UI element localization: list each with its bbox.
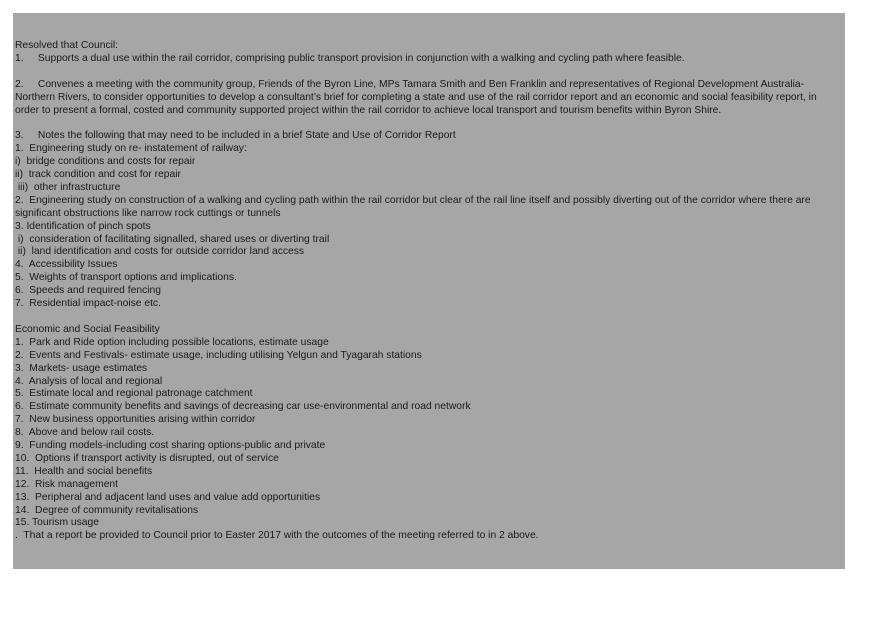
spacer xyxy=(15,311,835,324)
corridor-list-item: iii) other infrastructure xyxy=(15,181,121,193)
corridor-list-item: 1. Engineering study on re- instatement of railway: xyxy=(15,143,247,155)
corridor-list-item: i) bridge conditions and costs for repair xyxy=(15,156,196,168)
resolution-item-1: 1. Supports a dual use within the rail corridor, comprising public transport provision in conjunction with a walking and cycling path where feasible. xyxy=(15,52,685,64)
corridor-list-item: 5. Weights of transport options and implications. xyxy=(15,272,237,284)
corridor-list-item: 2. Engineering study on construction of a walking and cycling path within the rail corridor but clear of the rail line itself and possibly diverting out of the corridor where there are significant obstructions like narrow rock cuttings or tunnels xyxy=(15,194,814,219)
corridor-list-item: 6. Speeds and required fencing xyxy=(15,285,161,297)
document-panel xyxy=(13,13,845,569)
economic-list-item: 2. Events and Festivals- estimate usage, including utilising Yelgun and Tyagarah stations xyxy=(15,349,422,361)
resolution-item-3: 3. Notes the following that may need to be included in a brief State and Use of Corridor Report xyxy=(15,130,456,142)
resolution-item-2: 2. Convenes a meeting with the community group, Friends of the Byron Line, MPs Tamara Smith and Ben Franklin and representatives of Regional Development Australia- Northern Rivers, to consider opportunities to develop a consultant’s brief for completing a state and use of the rail corridor report and an economic and social feasibility report, in order to present a formal, costed and community supported project within the rail corridor to achieve local transport and tourism benefits within Byron Shire. xyxy=(15,78,820,116)
corridor-list-item: 7. Residential impact-noise etc. xyxy=(15,298,161,310)
corridor-list-item: ii) land identification and costs for outside corridor land access xyxy=(15,246,305,258)
corridor-list-item: ii) track condition and cost for repair xyxy=(15,169,181,181)
economic-list-item: 9. Funding models-including cost sharing options-public and private xyxy=(15,440,326,452)
economic-list-item: 12. Risk management xyxy=(15,478,119,490)
corridor-list-item: 3. Identification of pinch spots xyxy=(15,220,151,232)
economic-list-item: 7. New business opportunities arising within corridor xyxy=(15,414,256,426)
corridor-list-item: i) consideration of facilitating signalled, shared uses or diverting trail xyxy=(15,233,330,245)
resolved-heading: Resolved that Council: xyxy=(15,40,119,51)
economic-heading: Economic and Social Feasibility xyxy=(15,323,160,335)
economic-list-item: 4. Analysis of local and regional xyxy=(15,375,163,387)
economic-list-item: 13. Peripheral and adjacent land uses and value add opportunities xyxy=(15,491,321,503)
economic-list-item: 6. Estimate community benefits and savings of decreasing car use-environmental and road network xyxy=(15,401,471,413)
economic-list-item: 15. Tourism usage xyxy=(15,517,99,529)
economic-list-item: 3. Markets- usage estimates xyxy=(15,362,148,374)
spacer xyxy=(15,66,835,79)
economic-list-item: 11. Health and social benefits xyxy=(15,465,153,477)
final-resolution-item: . That a report be provided to Council prior to Easter 2017 with the outcomes of the meeting referred to in 2 above. xyxy=(15,530,539,542)
economic-list-item: 14. Degree of community revitalisations xyxy=(15,504,199,516)
spacer xyxy=(15,117,835,130)
corridor-list-item: 4. Accessibility Issues xyxy=(15,259,118,271)
economic-list-item: 10. Options if transport activity is disrupted, out of service xyxy=(15,452,279,464)
economic-list-item: 5. Estimate local and regional patronage catchment xyxy=(15,388,253,400)
economic-list-item: 1. Park and Ride option including possible locations, estimate usage xyxy=(15,336,329,348)
economic-list-item: 8. Above and below rail costs. xyxy=(15,427,155,439)
